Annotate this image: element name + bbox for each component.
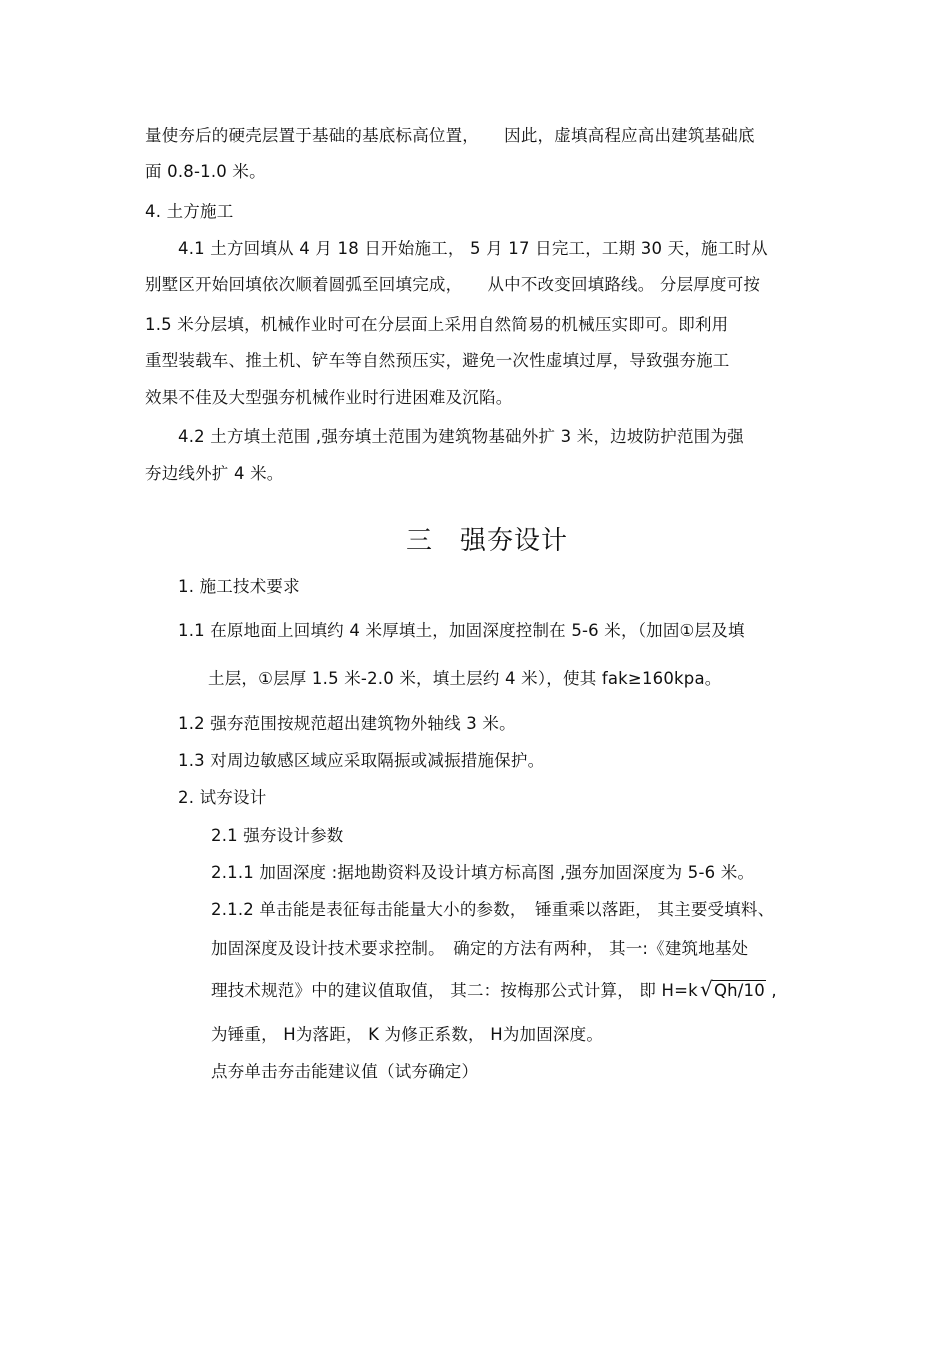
text-line: 土层，①层厚 1.5 米-2.0 米，填土层约 4 米），使其 fak≥160kpa。 [208, 669, 722, 688]
formula-tail: , [765, 981, 777, 1000]
text-line: 2.1.2 单击能是表征每击能量大小的参数， 锤重乘以落距， 其主要受填料、 [211, 900, 775, 919]
text-line: 夯边线外扩 4 米。 [145, 464, 284, 483]
sqrt-formula [699, 977, 766, 1002]
text-line: 1.5 米分层填，机械作业时可在分层面上采用自然简易的机械压实即可。即利用 [145, 315, 729, 334]
text-line: 别墅区开始回填依次顺着圆弧至回填完成， 从中不改变回填路线。 分层厚度可按 [145, 275, 761, 294]
radical-sign-icon: √ [699, 977, 713, 1001]
text-line: 4.1 土方回填从 4 月 18 日开始施工， 5 月 17 日完工，工期 30 天，施工时从 [178, 239, 768, 258]
formula-line [211, 977, 777, 1002]
section-title-trial-tamping: 2. 试夯设计 [178, 788, 267, 807]
section-title-earthwork: 4. 土方施工 [145, 202, 234, 221]
section-title-tech-requirements: 1. 施工技术要求 [178, 577, 300, 596]
text-line: 加固深度及设计技术要求控制。 确定的方法有两种， 其一:《建筑地基处 [211, 939, 749, 958]
radicand: Qh/10 [713, 981, 765, 1000]
text-line: 重型装载车、推土机、铲车等自然预压实，避免一次性虚填过厚，导致强夯施工 [145, 351, 730, 370]
text-line: 效果不佳及大型强夯机械作业时行进困难及沉陷。 [145, 388, 513, 407]
text-line: 为锤重， H为落距， K 为修正系数， H为加固深度。 [211, 1025, 604, 1044]
text-line: 4.2 土方填土范围 ,强夯填土范围为建筑物基础外扩 3 米，边坡防护范围为强 [178, 427, 744, 446]
text-line: 1.2 强夯范围按规范超出建筑物外轴线 3 米。 [178, 714, 516, 733]
text-line: 面 0.8-1.0 米。 [145, 162, 266, 181]
subsection-title: 2.1 强夯设计参数 [211, 826, 344, 845]
text-line: 点夯单击夯击能建议值（试夯确定） [211, 1062, 479, 1081]
text-line: 1.3 对周边敏感区域应采取隔振或减振措施保护。 [178, 751, 545, 770]
text-line: 量使夯后的硬壳层置于基础的基底标高位置， 因此，虚填高程应高出建筑基础底 [145, 126, 755, 145]
text-line: 2.1.1 加固深度 :据地勘资料及设计填方标高图 ,强夯加固深度为 5-6 米。 [211, 863, 755, 882]
formula-lead-text: 理技术规范》中的建议值取值， 其二：按梅那公式计算， 即 H=k [211, 981, 698, 1000]
text-line: 1.1 在原地面上回填约 4 米厚填土，加固深度控制在 5-6 米，（加固①层及填 [178, 621, 745, 640]
chapter-heading: 三 强夯设计 [406, 526, 569, 556]
